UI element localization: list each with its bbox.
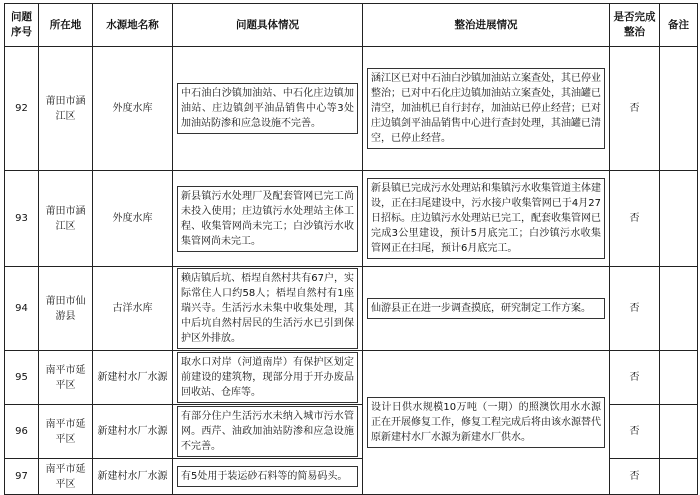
row-problem <box>173 405 363 459</box>
row-progress <box>363 267 610 351</box>
row-problem <box>173 171 363 267</box>
row-progress <box>363 47 610 171</box>
row-problem-text: 有部分住户生活污水未纳入城市污水管网。西芹、油政加油站防渗和应急设施不完善。 <box>177 406 358 457</box>
row-problem-text: 有5处用于装运砂石料等的简易码头。 <box>177 466 358 487</box>
table-row <box>5 47 698 171</box>
row-problem <box>173 459 363 495</box>
header-row <box>5 4 698 47</box>
row-problem-text: 新县镇污水处理厂及配套管网已完工尚未投入使用；庄边镇污水处理站主体工程、收集管网尚未完工；白沙镇污水收集管网尚未完工。 <box>177 186 358 252</box>
row-remark <box>660 171 698 267</box>
row-progress-shared-text: 设计日供水规模10万吨（一期）的照澳饮用水水源正在开展修复工作，修复工程完成后将由该水源替代原新建村水厂水源为新建水厂供水。 <box>367 397 605 448</box>
rectification-table <box>4 3 698 495</box>
row-seq: 94 <box>5 267 39 351</box>
row-progress-text: 仙游县正在进一步调查摸底，研究制定工作方案。 <box>367 298 605 319</box>
row-location: 南平市延平区 <box>39 459 93 495</box>
row-source-name: 古洋水库 <box>93 267 173 351</box>
row-remark <box>660 459 698 495</box>
row-completed: 否 <box>610 351 660 405</box>
row-location: 莆田市涵江区 <box>39 171 93 267</box>
row-problem <box>173 351 363 405</box>
row-source-name: 外度水库 <box>93 171 173 267</box>
row-problem-text: 中石油白沙镇加油站、中石化庄边镇加油站、庄边镇剑平油品销售中心等3处加油站防渗和应急设施不完善。 <box>177 83 358 134</box>
table-row <box>5 351 698 405</box>
row-seq: 93 <box>5 171 39 267</box>
header-source-name: 水源地名称 <box>93 4 173 47</box>
row-location: 南平市延平区 <box>39 351 93 405</box>
row-progress-text: 涵江区已对中石油白沙镇加油站立案查处，其已停业整治；已对中石化庄边镇加油站立案查处，其油罐已清空，加油机已自行封存，加油站已停止经营；已对庄边镇剑平油品销售中心进行查封处理，其油罐已清空，已停止经营。 <box>367 68 605 149</box>
header-seq: 问题序号 <box>5 4 39 47</box>
header-progress: 整治进展情况 <box>363 4 610 47</box>
row-problem-text: 赖店镇后坑、梧埕自然村共有67户，实际常住人口约58人；梧埕自然村有1座瑞兴寺。生活污水未集中收集处理，其中后坑自然村居民的生活污水已引到保护区外排放。 <box>177 268 358 349</box>
row-completed: 否 <box>610 267 660 351</box>
row-remark <box>660 267 698 351</box>
header-location: 所在地 <box>39 4 93 47</box>
row-source-name: 新建村水厂水源 <box>93 351 173 405</box>
header-problem: 问题具体情况 <box>173 4 363 47</box>
row-remark <box>660 405 698 459</box>
row-problem-text: 取水口对岸（河道南岸）有保护区划定前建设的建筑物，现部分用于开办废品回收站、仓库等。 <box>177 352 358 403</box>
row-seq: 96 <box>5 405 39 459</box>
row-location: 莆田市涵江区 <box>39 47 93 171</box>
row-remark <box>660 47 698 171</box>
row-seq: 92 <box>5 47 39 171</box>
row-remark <box>660 351 698 405</box>
table-row <box>5 267 698 351</box>
row-progress-text: 新县镇已完成污水处理站和集镇污水收集管道主体建设，正在扫尾建设中，污水接户收集管网已于4月27日招标。庄边镇污水处理站已完工，配套收集管网已完成3公里建设，预计5月底完工；白沙镇污水收集管网正在扫尾，预计6月底完工。 <box>367 178 605 259</box>
row-seq: 97 <box>5 459 39 495</box>
row-location: 莆田市仙游县 <box>39 267 93 351</box>
row-progress-shared <box>363 351 610 495</box>
row-seq: 95 <box>5 351 39 405</box>
row-location: 南平市延平区 <box>39 405 93 459</box>
row-problem <box>173 47 363 171</box>
row-source-name: 新建村水厂水源 <box>93 459 173 495</box>
table-row <box>5 171 698 267</box>
row-completed: 否 <box>610 459 660 495</box>
header-completed: 是否完成整治 <box>610 4 660 47</box>
row-source-name: 新建村水厂水源 <box>93 405 173 459</box>
row-completed: 否 <box>610 405 660 459</box>
header-remark: 备注 <box>660 4 698 47</box>
row-problem <box>173 267 363 351</box>
row-completed: 否 <box>610 171 660 267</box>
row-completed: 否 <box>610 47 660 171</box>
row-source-name: 外度水库 <box>93 47 173 171</box>
row-progress <box>363 171 610 267</box>
